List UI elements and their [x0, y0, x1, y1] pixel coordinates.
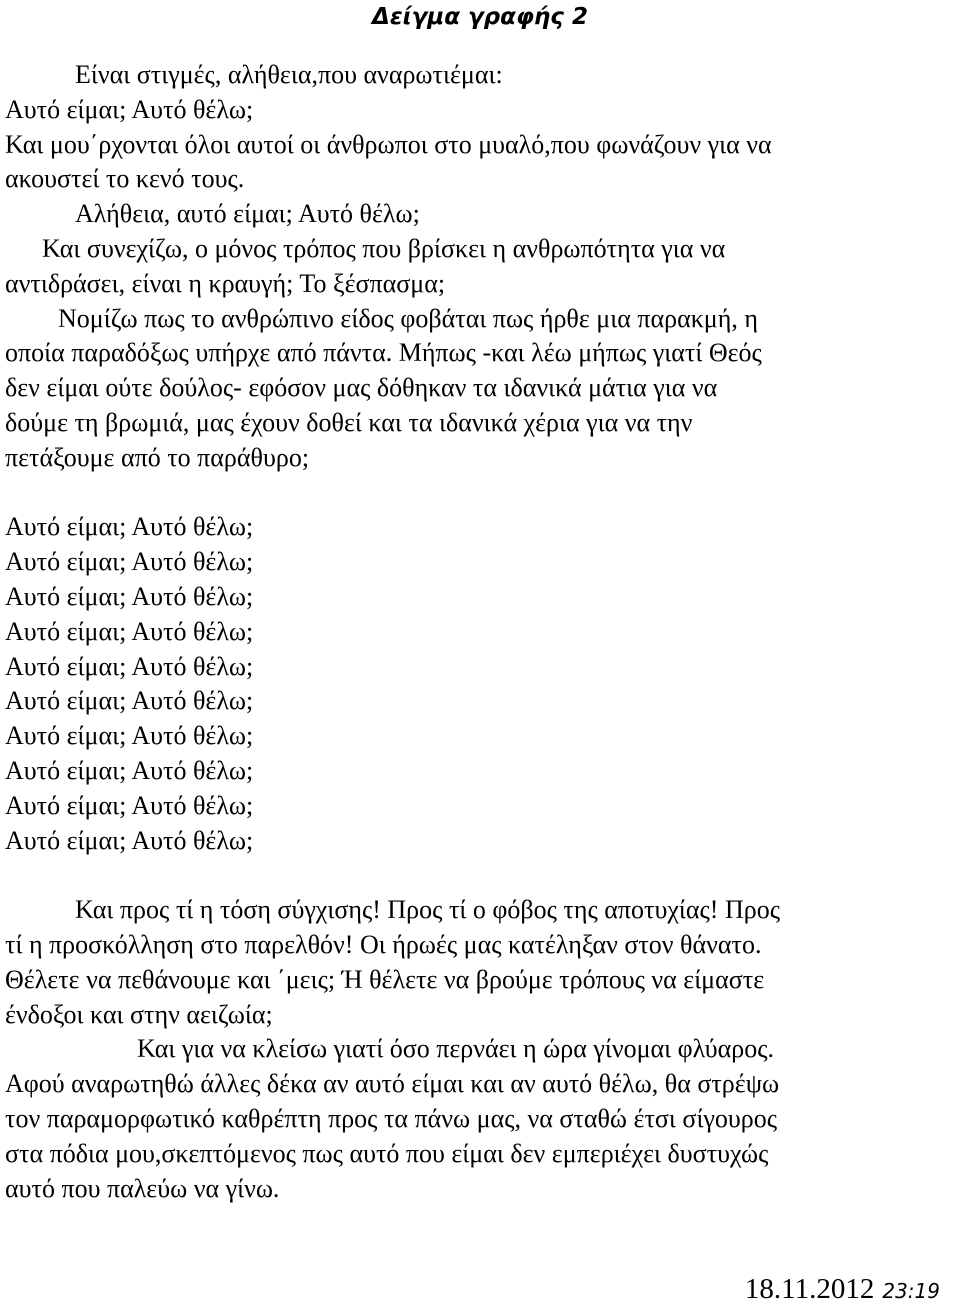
text-line: τον παραμορφωτικό καθρέπτη προς τα πάνω μας, να σταθώ έτσι σίγουρος: [5, 1103, 778, 1133]
text-line: Είναι στιγμές, αλήθεια,που αναρωτιέμαι:: [75, 60, 503, 89]
text-line: Και προς τί η τόση σύγχισης! Προς τί ο φόβος της αποτυχίας! Προς: [75, 895, 780, 925]
blank-line: [5, 858, 955, 893]
repeated-line: Αυτό είμαι; Αυτό θέλω;: [5, 721, 254, 751]
repeated-line: Αυτό είμαι; Αυτό θέλω;: [5, 755, 254, 785]
text-line: πετάξουμε από το παράθυρο;: [5, 442, 310, 472]
repeated-line: Αυτό είμαι; Αυτό θέλω;: [5, 616, 254, 646]
text-line: ακουστεί το κενό τους.: [5, 164, 245, 194]
text-line: Νομίζω πως το ανθρώπινο είδος φοβάται πως ήρθε μια παρακμή, η: [58, 303, 758, 333]
repeated-line: Αυτό είμαι; Αυτό θέλω;: [5, 547, 254, 577]
document-title: Δείγμα γραφής 2: [372, 4, 588, 30]
text-line: Αλήθεια, αυτό είμαι; Αυτό θέλω;: [75, 199, 420, 229]
text-line: Και μου΄ρχονται όλοι αυτοί οι άνθρωποι στο μυαλό,που φωνάζουν για να: [5, 129, 772, 159]
repeated-line: Αυτό είμαι; Αυτό θέλω;: [5, 686, 254, 716]
text-line: ένδοξοι και στην αειζωία;: [5, 999, 273, 1029]
text-line: Θέλετε να πεθάνουμε και ΄μεις; Ή θέλετε να βρούμε τρόπους να είμαστε: [5, 964, 765, 994]
text-line: τί η προσκόλληση στο παρελθόν! Οι ήρωές μας κατέληξαν στον θάνατο.: [5, 929, 762, 959]
date-stamp: 18.11.2012: [744, 1273, 875, 1305]
text-line: Και συνεχίζω, ο μόνος τρόπος που βρίσκει η ανθρωπότητα για να: [42, 233, 726, 263]
signature-datetime: [745, 1273, 940, 1306]
blank-line: [5, 476, 955, 511]
repeated-line: Αυτό είμαι; Αυτό θέλω;: [5, 581, 254, 611]
text-line: αντιδράσει, είναι η κραυγή; Το ξέσπασμα;: [5, 268, 446, 298]
text-line: Αφού αναρωτηθώ άλλες δέκα αν αυτό είμαι και αν αυτό θέλω, θα στρέψω: [5, 1069, 780, 1099]
text-line: αυτό που παλεύω να γίνω.: [5, 1173, 280, 1203]
repeated-line: Αυτό είμαι; Αυτό θέλω;: [5, 790, 254, 820]
repeated-line: Αυτό είμαι; Αυτό θέλω;: [5, 512, 254, 542]
text-line: στα πόδια μου,σκεπτόμενος πως αυτό που είμαι δεν εμπεριέχει δυστυχώς: [5, 1138, 769, 1168]
text-line: Αυτό είμαι; Αυτό θέλω;: [5, 94, 254, 124]
time-stamp: 23:19: [882, 1279, 940, 1303]
text-line: δεν είμαι ούτε δούλος- εφόσον μας δόθηκαν τα ιδανικά μάτια για να: [5, 373, 718, 403]
poem-body: [5, 58, 955, 1206]
repeated-line: Αυτό είμαι; Αυτό θέλω;: [5, 825, 254, 855]
text-line: Και για να κλείσω γιατί όσο περνάει η ώρα γίνομαι φλύαρος.: [137, 1034, 775, 1064]
text-line: οποία παραδόξως υπήρχε από πάντα. Μήπως -και λέω μήπως γιατί Θεός: [5, 338, 762, 368]
text-line: δούμε τη βρωμιά, μας έχουν δοθεί και τα ιδανικά χέρια για να την: [5, 407, 693, 437]
repeated-line: Αυτό είμαι; Αυτό θέλω;: [5, 651, 254, 681]
